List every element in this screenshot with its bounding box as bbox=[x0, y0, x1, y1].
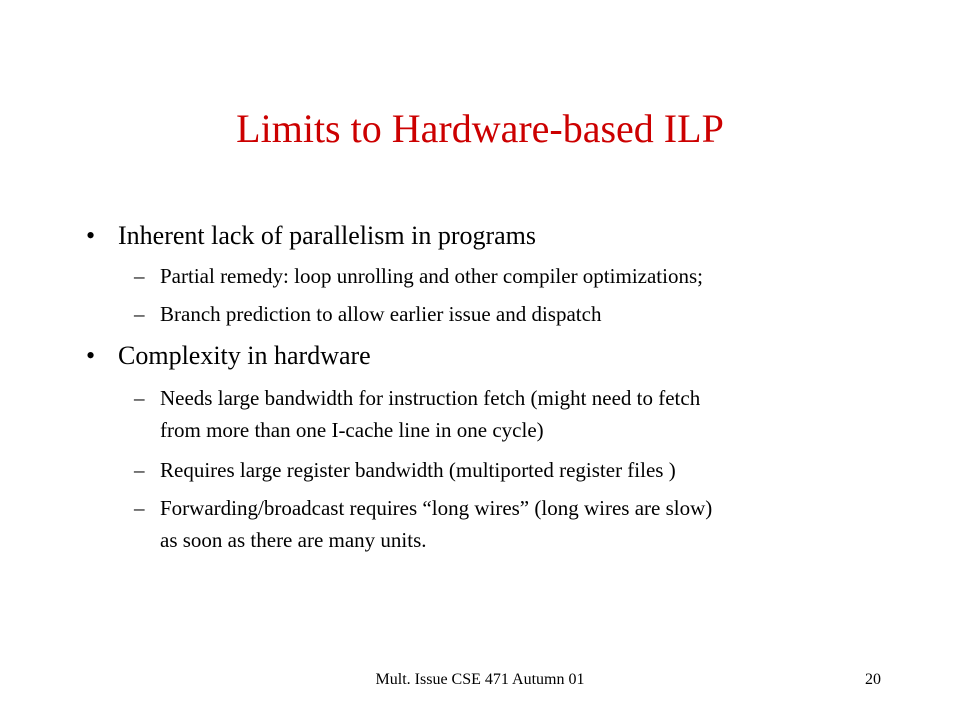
bullet-text: Inherent lack of parallelism in programs bbox=[118, 221, 537, 250]
sub-bullet-marker: – bbox=[134, 302, 145, 326]
sub-bullet-marker: – bbox=[134, 458, 145, 482]
slide-title: Limits to Hardware-based ILP bbox=[236, 106, 724, 151]
sub-bullet-text: Forwarding/broadcast requires “long wires” (long wires are slow) bbox=[160, 496, 713, 520]
sub-bullet-text: Branch prediction to allow earlier issue and dispatch bbox=[160, 302, 602, 326]
bullet-marker: • bbox=[86, 221, 96, 250]
sub-bullet-marker: – bbox=[134, 496, 145, 520]
sub-bullet-text: Needs large bandwidth for instruction fetch (might need to fetch bbox=[160, 386, 701, 410]
bullet-marker: • bbox=[86, 341, 96, 370]
footer-course: Mult. Issue CSE 471 Autumn 01 bbox=[375, 671, 585, 688]
bullet-text: Complexity in hardware bbox=[118, 341, 371, 370]
sub-bullet-text: Partial remedy: loop unrolling and other compiler optimizations; bbox=[160, 264, 703, 288]
sub-bullet-text: from more than one I-cache line in one cycle) bbox=[160, 418, 544, 442]
sub-bullet-marker: – bbox=[134, 386, 145, 410]
page-number: 20 bbox=[865, 671, 881, 688]
sub-bullet-text: Requires large register bandwidth (multiported register files ) bbox=[160, 458, 676, 482]
sub-bullet-marker: – bbox=[134, 264, 145, 288]
sub-bullet-text: as soon as there are many units. bbox=[160, 528, 427, 552]
